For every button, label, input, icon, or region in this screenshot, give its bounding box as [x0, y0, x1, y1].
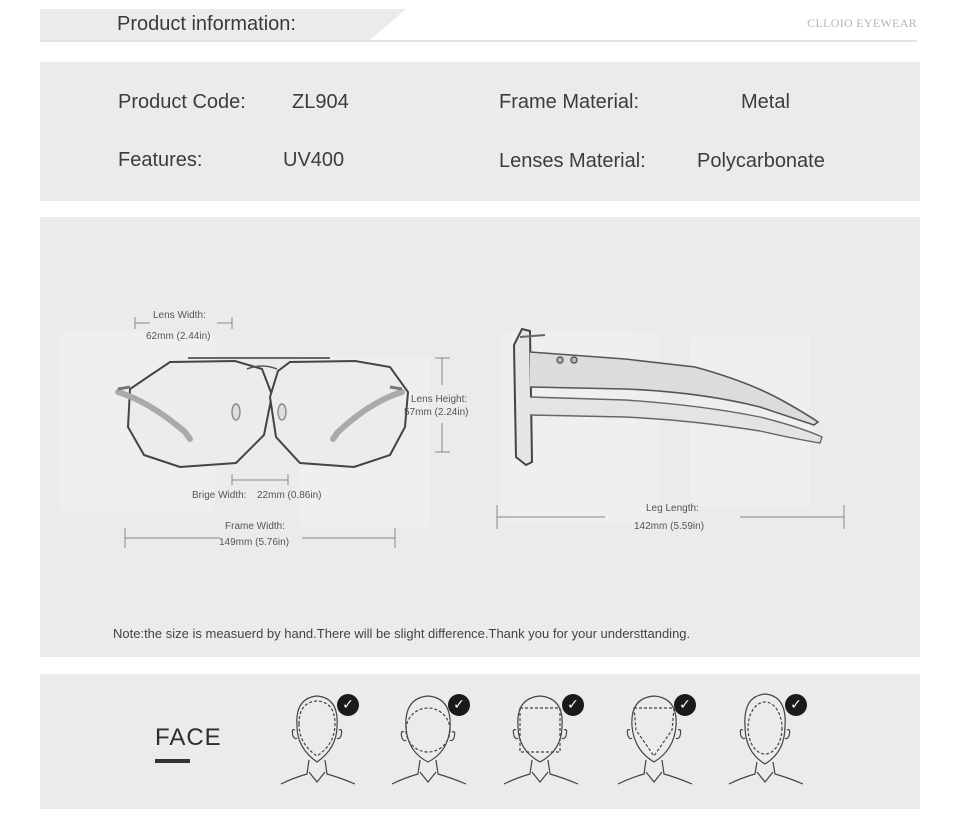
check-icon: ✓ [448, 694, 470, 716]
lenses-material-label: Lenses Material: [499, 150, 646, 172]
measurement-panel [40, 217, 920, 657]
face-shape-panel [40, 674, 920, 809]
header-divider [40, 40, 917, 42]
face-shape-item [275, 686, 365, 786]
frame-width-value: 149mm (5.76in) [219, 537, 290, 548]
face-title-underline [155, 759, 190, 763]
lens-width-value: 62mm (2.44in) [146, 331, 211, 342]
size-note: Note:the size is measuerd by hand.There will be slight difference.Thank you for your understtanding. [113, 626, 691, 641]
header-tab-slant [370, 9, 406, 40]
face-shape-item [498, 686, 588, 786]
header-band [40, 9, 917, 40]
face-title: FACE [155, 724, 222, 751]
leg-length-value: 142mm (5.59in) [634, 521, 705, 532]
bridge-width-value: 22mm (0.86in) [257, 490, 322, 501]
features-value: UV400 [283, 149, 345, 171]
check-icon: ✓ [337, 694, 359, 716]
check-icon: ✓ [785, 694, 807, 716]
face-shape-item [386, 686, 476, 786]
lenses-material-value: Polycarbonate [697, 150, 825, 172]
bridge-width-label: Brige Width: [192, 490, 247, 501]
page-title: Product information: [117, 13, 296, 35]
product-info-panel [40, 62, 920, 201]
face-shape-item [612, 686, 702, 786]
glasses-diagram [40, 217, 920, 657]
lens-height-value: 57mm (2.24in) [404, 407, 469, 418]
frame-material-label: Frame Material: [499, 91, 640, 113]
product-code-value: ZL904 [292, 91, 349, 113]
product-code-label: Product Code: [118, 91, 246, 113]
frame-width-label: Frame Width: [225, 521, 286, 532]
frame-material-value: Metal [741, 91, 790, 113]
lens-height-label: Lens Height: [411, 394, 468, 405]
face-shape-item [723, 686, 813, 786]
front-view-glasses [118, 358, 408, 467]
lens-width-label: Lens Width: [153, 310, 206, 321]
leg-length-label: Leg Length: [646, 503, 699, 514]
check-icon: ✓ [674, 694, 696, 716]
check-icon: ✓ [562, 694, 584, 716]
brand-name: CLLOIO EYEWEAR [807, 16, 917, 30]
features-label: Features: [118, 149, 203, 171]
